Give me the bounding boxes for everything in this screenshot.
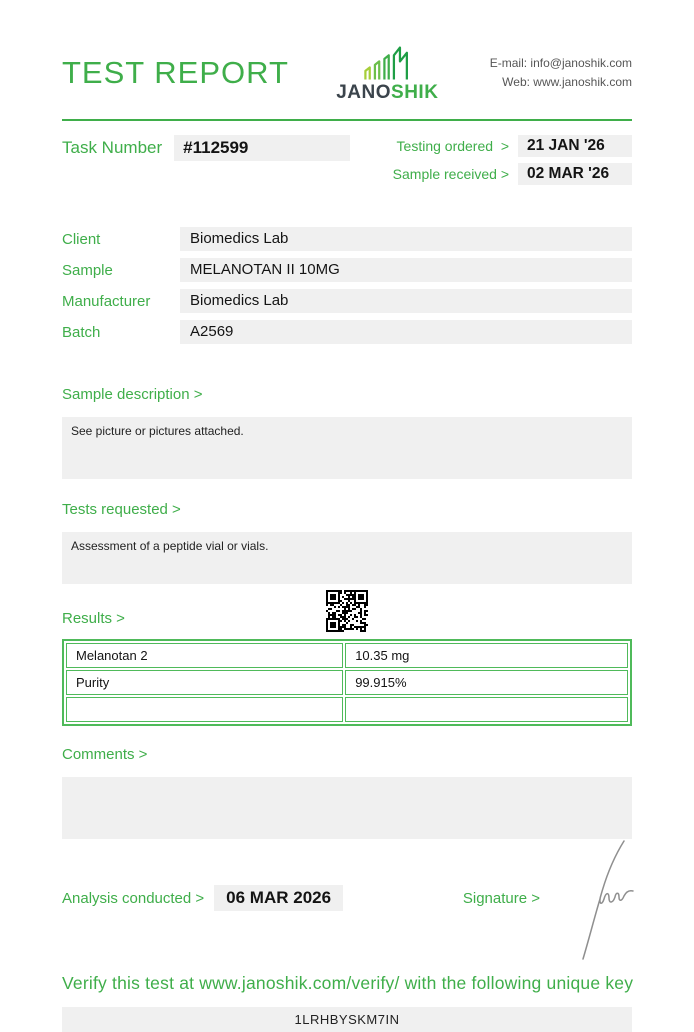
sample-info-block	[62, 227, 632, 344]
tests-requested-heading: Tests requested >	[62, 501, 181, 518]
signature-scribble	[564, 837, 636, 961]
janoshik-logo	[336, 45, 438, 102]
task-number-label: Task Number	[62, 138, 163, 157]
analysis-conducted-date: 06 MAR 2026	[214, 885, 343, 911]
client-label: Client	[62, 230, 101, 248]
sample-received-row	[393, 163, 632, 185]
table-row	[66, 670, 628, 695]
qr-code	[326, 590, 368, 632]
verify-text: Verify this test at www.janoshik.com/verify/ with the following unique key	[62, 973, 634, 993]
analysis-conducted-label: Analysis conducted >	[62, 889, 205, 907]
dates-group	[393, 135, 632, 185]
contact-web: Web: www.janoshik.com	[502, 75, 632, 89]
report-header	[62, 0, 632, 104]
sample-received-label: Sample received >	[392, 166, 509, 182]
table-row	[66, 643, 628, 668]
comments-box	[62, 777, 632, 839]
results-table	[62, 639, 632, 726]
sample-description-box: See picture or pictures attached.	[62, 417, 632, 479]
result-value: 99.915%	[345, 670, 628, 695]
unique-key: 1LRHBYSKM7IN	[62, 1007, 632, 1032]
logo-shik: SHIK	[391, 81, 439, 103]
manufacturer-label: Manufacturer	[62, 292, 151, 310]
sample-label: Sample	[62, 261, 113, 279]
tests-requested-box: Assessment of a peptide vial or vials.	[62, 532, 632, 584]
task-number-value: #112599	[174, 135, 350, 161]
result-name: Purity	[66, 670, 343, 695]
task-number-group	[62, 135, 350, 185]
result-value	[345, 697, 628, 722]
client-value: Biomedics Lab	[180, 227, 632, 251]
signature-label: Signature >	[462, 889, 540, 907]
batch-value: A2569	[180, 320, 632, 344]
result-name: Melanotan 2	[66, 643, 343, 668]
comments-heading: Comments >	[62, 746, 148, 763]
footer-row	[62, 885, 632, 911]
sample-description-heading: Sample description >	[62, 386, 203, 403]
testing-ordered-row	[393, 135, 632, 157]
bar-chart-logo-icon	[358, 45, 416, 83]
testing-ordered-label: Testing ordered >	[396, 138, 509, 154]
contact-info	[490, 54, 632, 91]
task-row	[62, 135, 632, 185]
table-row	[66, 697, 628, 722]
batch-label: Batch	[62, 323, 101, 341]
results-section	[62, 590, 632, 726]
results-heading: Results >	[62, 610, 125, 627]
sample-value: MELANOTAN II 10MG	[180, 258, 632, 282]
sample-row	[62, 258, 632, 282]
manufacturer-value: Biomedics Lab	[180, 289, 632, 313]
page-title: TEST REPORT	[62, 55, 289, 90]
header-divider	[62, 119, 632, 121]
logo-jano: JANO	[336, 81, 392, 103]
sample-received-value: 02 MAR '26	[518, 163, 632, 185]
result-name	[66, 697, 343, 722]
result-value: 10.35 mg	[345, 643, 628, 668]
testing-ordered-value: 21 JAN '26	[518, 135, 632, 157]
logo-wordmark	[336, 83, 438, 102]
contact-email: E-mail: info@janoshik.com	[489, 56, 632, 71]
manufacturer-row	[62, 289, 632, 313]
batch-row	[62, 320, 632, 344]
client-row	[62, 227, 632, 251]
